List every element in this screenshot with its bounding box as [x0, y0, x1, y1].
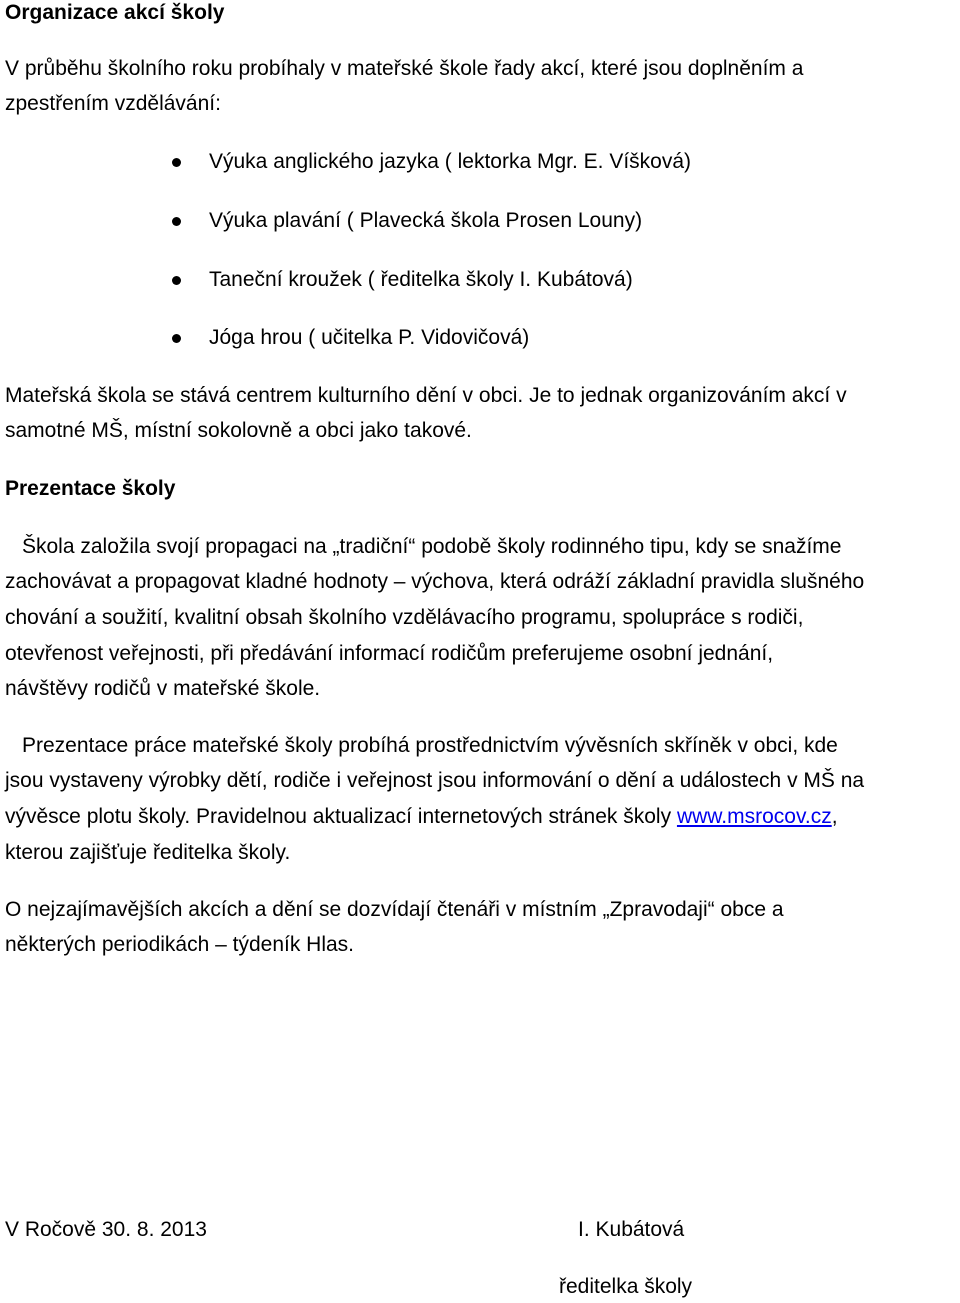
- bullet-icon: [172, 217, 181, 226]
- paragraph-line: jsou vystaveny výrobky dětí, rodiče i veřejnost jsou informování o dění a událostech v MŠ na: [5, 769, 865, 792]
- section-heading-presentation: Prezentace školy: [5, 477, 176, 500]
- paragraph-line: otevřenost veřejnosti, při předávání informací rodičům preferujeme osobní jednání,: [5, 642, 774, 665]
- paragraph-line: chování a soužití, kvalitní obsah školního vzdělávacího programu, spolupráce s rodiči,: [5, 606, 804, 629]
- intro-line: V průběhu školního roku probíhaly v mateřské škole řady akcí, které jsou doplněním a: [5, 57, 804, 80]
- paragraph-line-text: ,: [831, 805, 838, 828]
- bullet-icon: [172, 276, 181, 285]
- intro-line: zpestřením vzdělávání:: [5, 92, 221, 115]
- list-item-text: Jóga hrou ( učitelka P. Vidovičová): [209, 326, 530, 349]
- list-item-text: Taneční kroužek ( ředitelka školy I. Kubátová): [209, 268, 633, 291]
- list-item-text: Výuka anglického jazyka ( lektorka Mgr. E. Víšková): [209, 150, 692, 173]
- paragraph-line: Škola založila svojí propagaci na „tradiční“ podobě školy rodinného tipu, kdy se snažíme: [22, 535, 842, 558]
- section-heading-actions: Organizace akcí školy: [5, 1, 225, 24]
- signatory-role: ředitelka školy: [559, 1275, 693, 1298]
- list-item-text: Výuka plavání ( Plavecká škola Prosen Louny): [209, 209, 643, 232]
- place-date: V Ročově 30. 8. 2013: [5, 1218, 207, 1241]
- paragraph-line: kterou zajišťuje ředitelka školy.: [5, 841, 291, 864]
- paragraph-line-text: vývěsce plotu školy. Pravidelnou aktualizací internetových stránek školy: [5, 805, 677, 828]
- bullet-icon: [172, 158, 181, 167]
- culture-line: Mateřská škola se stává centrem kulturního dění v obci. Je to jednak organizováním akcí v: [5, 384, 847, 407]
- website-link[interactable]: www.msrocov.cz: [676, 805, 832, 828]
- paragraph-line: Prezentace práce mateřské školy probíhá prostřednictvím vývěsních skříněk v obci, kde: [22, 734, 838, 757]
- bullet-icon: [172, 334, 181, 343]
- paragraph-line: O nejzajímavějších akcích a dění se dozvídají čtenáři v místním „Zpravodaji“ obce a: [5, 898, 784, 921]
- culture-line: samotné MŠ, místní sokolovně a obci jako takové.: [5, 419, 472, 442]
- paragraph-line: zachovávat a propagovat kladné hodnoty – výchova, která odráží základní pravidla slušného: [5, 570, 865, 593]
- paragraph-line: [5, 804, 838, 830]
- signatory-name: I. Kubátová: [578, 1218, 685, 1241]
- paragraph-line: některých periodikách – týdeník Hlas.: [5, 933, 355, 956]
- paragraph-line: návštěvy rodičů v mateřské škole.: [5, 677, 321, 700]
